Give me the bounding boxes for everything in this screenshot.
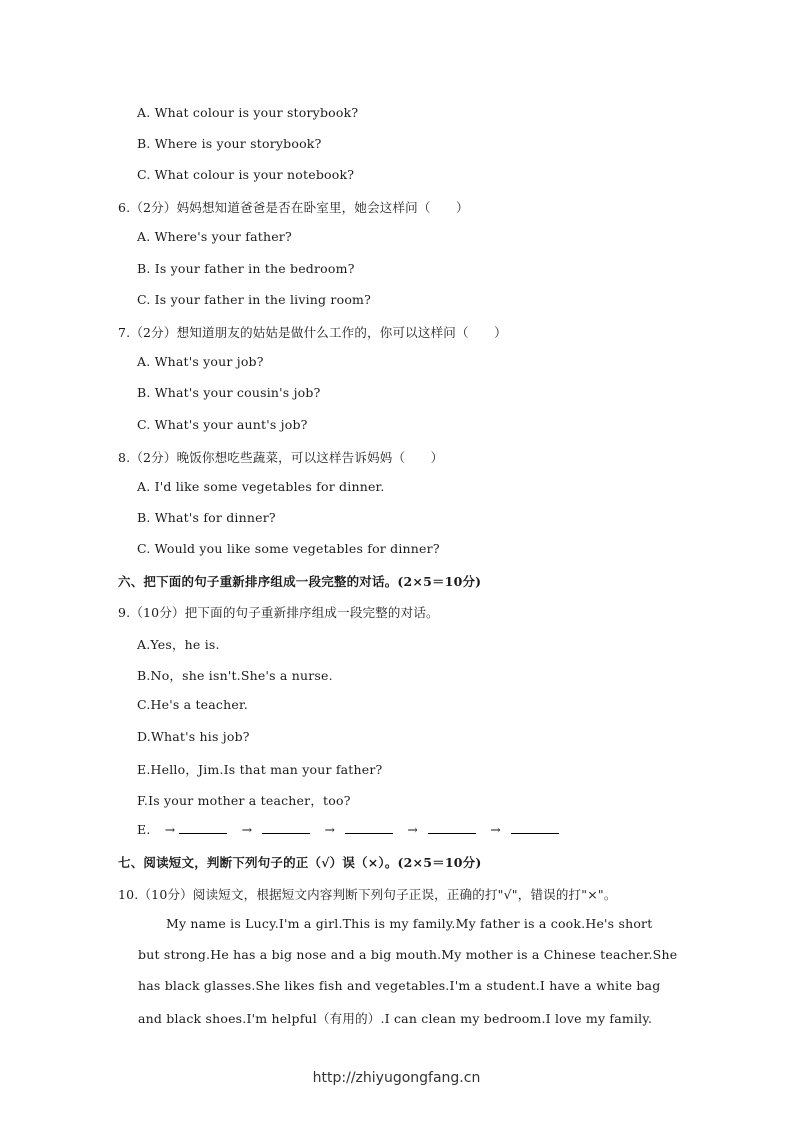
q7-option-a: A. What's your job?	[137, 354, 264, 369]
q9-sentence-f: F.Is your mother a teacher，too?	[137, 793, 351, 808]
arrow-icon: →	[407, 822, 418, 837]
q9-answer-start: E.	[137, 822, 151, 837]
passage-line: and black shoes.I'm helpful（有用的）.I can clean my bedroom.I love my family.	[138, 1011, 653, 1026]
answer-blank[interactable]	[262, 823, 310, 834]
section-7-heading: 七、阅读短文，判断下列句子的正（√）误（×）。(2×5＝10分)	[118, 855, 482, 870]
q9-sentence-c: C.He's a teacher.	[137, 697, 248, 712]
arrow-icon: →	[241, 822, 253, 837]
arrow-icon: →	[324, 822, 336, 837]
q5-option-a: A. What colour is your storybook?	[137, 105, 359, 120]
answer-blank[interactable]	[428, 823, 476, 834]
q6-option-c: C. Is your father in the living room?	[137, 292, 372, 307]
q8-option-a: A. I'd like some vegetables for dinner.	[137, 479, 385, 494]
q7-option-c: C. What's your aunt's job?	[137, 417, 308, 432]
q5-option-b: B. Where is your storybook?	[137, 136, 322, 151]
q5-option-c: C. What colour is your notebook?	[137, 167, 355, 182]
answer-blank[interactable]	[179, 823, 227, 834]
passage-line: has black glasses.She likes fish and vegetables.I'm a student.I have a white bag	[138, 978, 661, 993]
q9-stem: 9.（10分）把下面的句子重新排序组成一段完整的对话。	[118, 605, 439, 620]
q9-sentence-a: A.Yes，he is.	[137, 637, 220, 652]
answer-blank[interactable]	[511, 823, 559, 834]
q8-option-c: C. Would you like some vegetables for dinner?	[137, 541, 440, 556]
answer-blank[interactable]	[345, 823, 393, 834]
q8-option-b: B. What's for dinner?	[137, 510, 276, 525]
passage-line: but strong.He has a big nose and a big mouth.My mother is a Chinese teacher.She	[138, 947, 678, 962]
q6-stem: 6.（2分）妈妈想知道爸爸是否在卧室里，她会这样问（ ）	[118, 200, 469, 215]
q9-sentence-b: B.No，she isn't.She's a nurse.	[137, 668, 333, 683]
arrow-icon: →	[164, 822, 176, 837]
q6-option-b: B. Is your father in the bedroom?	[137, 261, 355, 276]
q9-sentence-d: D.What's his job?	[137, 729, 250, 744]
footer-url: http://zhiyugongfang.cn	[312, 1070, 481, 1086]
q8-stem: 8.（2分）晚饭你想吃些蔬菜，可以这样告诉妈妈（ ）	[118, 450, 444, 465]
q10-stem: 10.（10分）阅读短文，根据短文内容判断下列句子正误，正确的打"√"，错误的打"×"。	[118, 887, 617, 902]
q6-option-a: A. Where's your father?	[137, 229, 292, 244]
q7-stem: 7.（2分）想知道朋友的姑姑是做什么工作的，你可以这样问（ ）	[118, 325, 507, 340]
q7-option-b: B. What's your cousin's job?	[137, 385, 321, 400]
section-6-heading: 六、把下面的句子重新排序组成一段完整的对话。(2×5＝10分)	[118, 574, 482, 589]
passage-line: My name is Lucy.I'm a girl.This is my family.My father is a cook.He's short	[166, 916, 653, 931]
arrow-icon: →	[490, 822, 501, 837]
q9-sentence-e: E.Hello，Jim.Is that man your father?	[137, 762, 383, 777]
q9-answer-row	[137, 822, 559, 837]
